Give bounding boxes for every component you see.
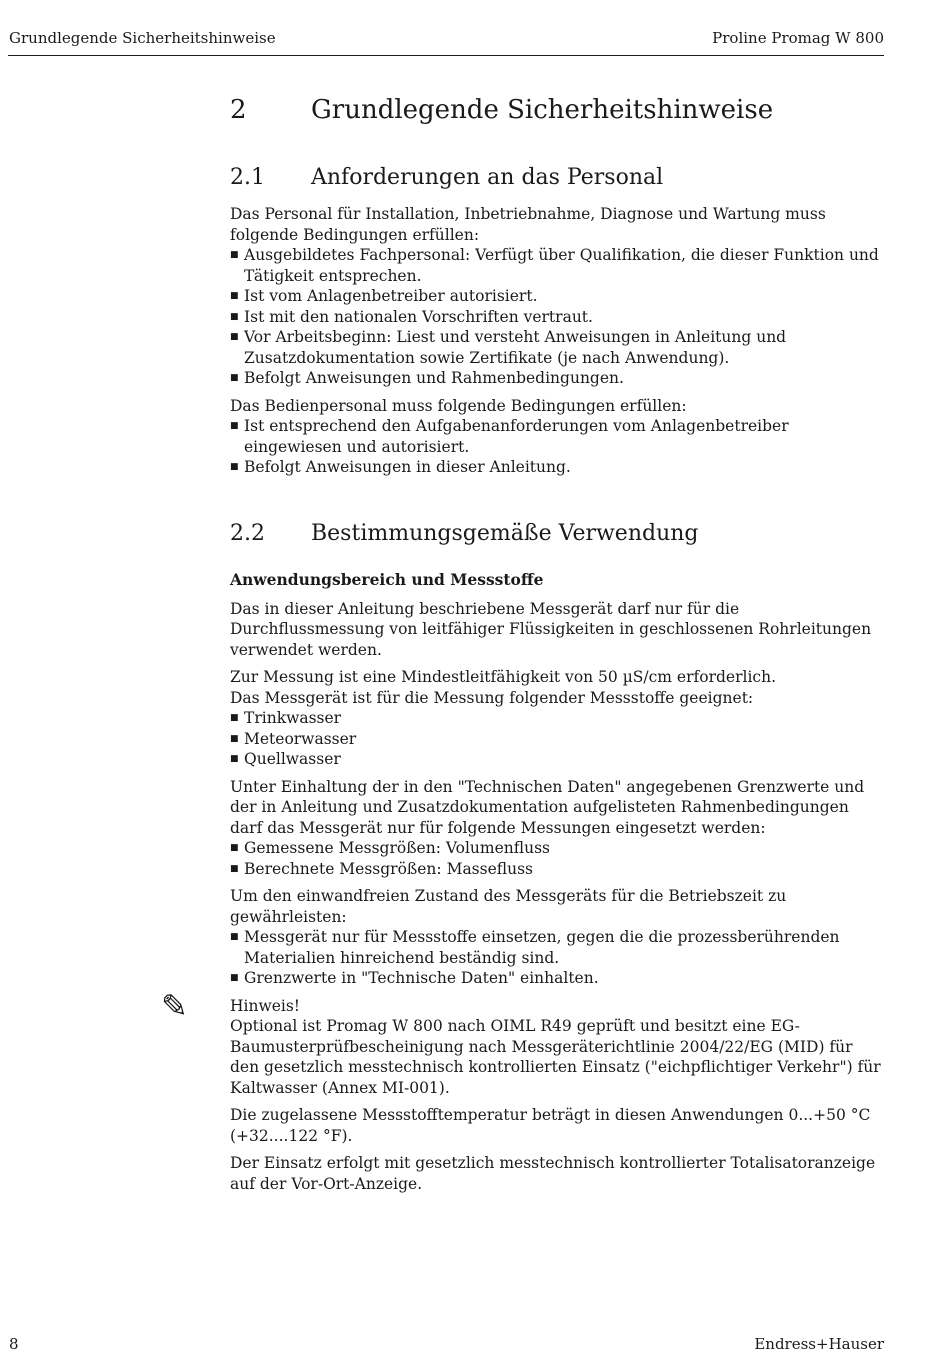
list-item: ■ Befolgt Anweisungen in dieser Anleitung.	[230, 457, 886, 478]
list-item: ■ Ist vom Anlagenbetreiber autorisiert.	[230, 286, 886, 307]
list-item: ■ Trinkwasser	[230, 708, 886, 729]
section-title: Anforderungen an das Personal	[311, 165, 664, 190]
page-content	[161, 90, 886, 1194]
paragraph: Die zugelassene Messstofftemperatur beträgt in diesen Anwendungen 0...+50 °C (+32....122 °F).	[230, 1106, 871, 1145]
pencil-note-icon: ✎	[161, 986, 188, 1025]
bullet-list	[230, 245, 886, 389]
section-title: Bestimmungsgemäße Verwendung	[311, 520, 699, 546]
paragraph: Das Bedienpersonal muss folgende Bedingungen erfüllen:	[230, 396, 687, 415]
condition-list	[230, 927, 886, 989]
list-item: ■ Befolgt Anweisungen und Rahmenbedingungen.	[230, 368, 886, 389]
list-item: ■ Messgerät nur für Messstoffe einsetzen, gegen die die prozessberührenden Materialien hinreichend beständig sind.	[230, 927, 886, 968]
header-rule	[8, 55, 884, 56]
list-item: ■ Gemessene Messgrößen: Volumenfluss	[230, 838, 886, 859]
paragraph: Das Personal für Installation, Inbetriebnahme, Diagnose und Wartung muss folgende Bedingungen erfüllen:	[230, 205, 826, 244]
paragraph: Unter Einhaltung der in den "Technischen Daten" angegebenen Grenzwerte und der in Anleitung und Zusatzdokumentation aufgelisteten Rahmenbedingungen darf das Messgerät nur für folgende Messungen eingesetzt werden:	[230, 777, 865, 837]
chapter-heading	[230, 90, 886, 130]
note-text: Optional ist Promag W 800 nach OIML R49 geprüft und besitzt eine EG-Baumusterprüfbescheinigung nach Messgeräterichtlinie 2004/22/EG (MID) für den gesetzlich messtechnisch kontrollierten Einsatz ("eichpflichtiger Verkehr") für Kaltwasser (Annex MI-001).	[230, 1017, 881, 1097]
section-number: 2.2	[230, 520, 265, 546]
chapter-number: 2	[230, 95, 247, 125]
list-item: ■ Grenzwerte in "Technische Daten" einhalten.	[230, 968, 886, 989]
section-heading-2-1	[230, 160, 886, 196]
footer-brand: Endress+Hauser	[754, 1335, 884, 1353]
subheading: Anwendungsbereich und Messstoffe	[230, 569, 544, 589]
list-item: ■ Ausgebildetes Fachpersonal: Verfügt über Qualifikation, die dieser Funktion und Tätigkeit entsprechen.	[230, 245, 886, 286]
chapter-title: Grundlegende Sicherheitshinweise	[311, 95, 774, 125]
paragraph: Um den einwandfreien Zustand des Messgeräts für die Betriebszeit zu gewährleisten:	[230, 887, 787, 926]
list-item: ■ Ist mit den nationalen Vorschriften vertraut.	[230, 307, 886, 328]
paragraph: Zur Messung ist eine Mindestleitfähigkeit von 50 µS/cm erforderlich.	[230, 668, 776, 686]
page-number: 8	[9, 1335, 19, 1353]
list-item: ■ Ist entsprechend den Aufgabenanforderungen vom Anlagenbetreiber eingewiesen und autorisiert.	[230, 416, 886, 457]
paragraph: Das Messgerät ist für die Messung folgender Messstoffe geeignet:	[230, 688, 754, 707]
running-header-right: Proline Promag W 800	[712, 29, 884, 47]
list-item: ■ Berechnete Messgrößen: Massefluss	[230, 859, 886, 880]
running-header-left: Grundlegende Sicherheitshinweise	[9, 29, 276, 47]
note-block	[161, 986, 886, 1195]
paragraph: Das in dieser Anleitung beschriebene Messgerät darf nur für die Durchflussmessung von leitfähiger Flüssigkeiten in geschlossenen Rohrleitungen verwendet werden.	[230, 599, 872, 659]
section-heading-2-2	[230, 516, 886, 552]
list-item: ■ Quellwasser	[230, 749, 886, 770]
bullet-list	[230, 416, 886, 478]
paragraph: Der Einsatz erfolgt mit gesetzlich messtechnisch kontrollierter Totalisatoranzeige auf der Vor-Ort-Anzeige.	[230, 1154, 876, 1193]
note-label: Hinweis!	[230, 996, 301, 1015]
list-item: ■ Vor Arbeitsbeginn: Liest und versteht Anweisungen in Anleitung und Zusatzdokumentation sowie Zertifikate (je nach Anwendung).	[230, 327, 886, 368]
section-number: 2.1	[230, 165, 265, 190]
measurement-list	[230, 838, 886, 879]
list-item: ■ Meteorwasser	[230, 729, 886, 750]
media-list	[230, 708, 886, 770]
